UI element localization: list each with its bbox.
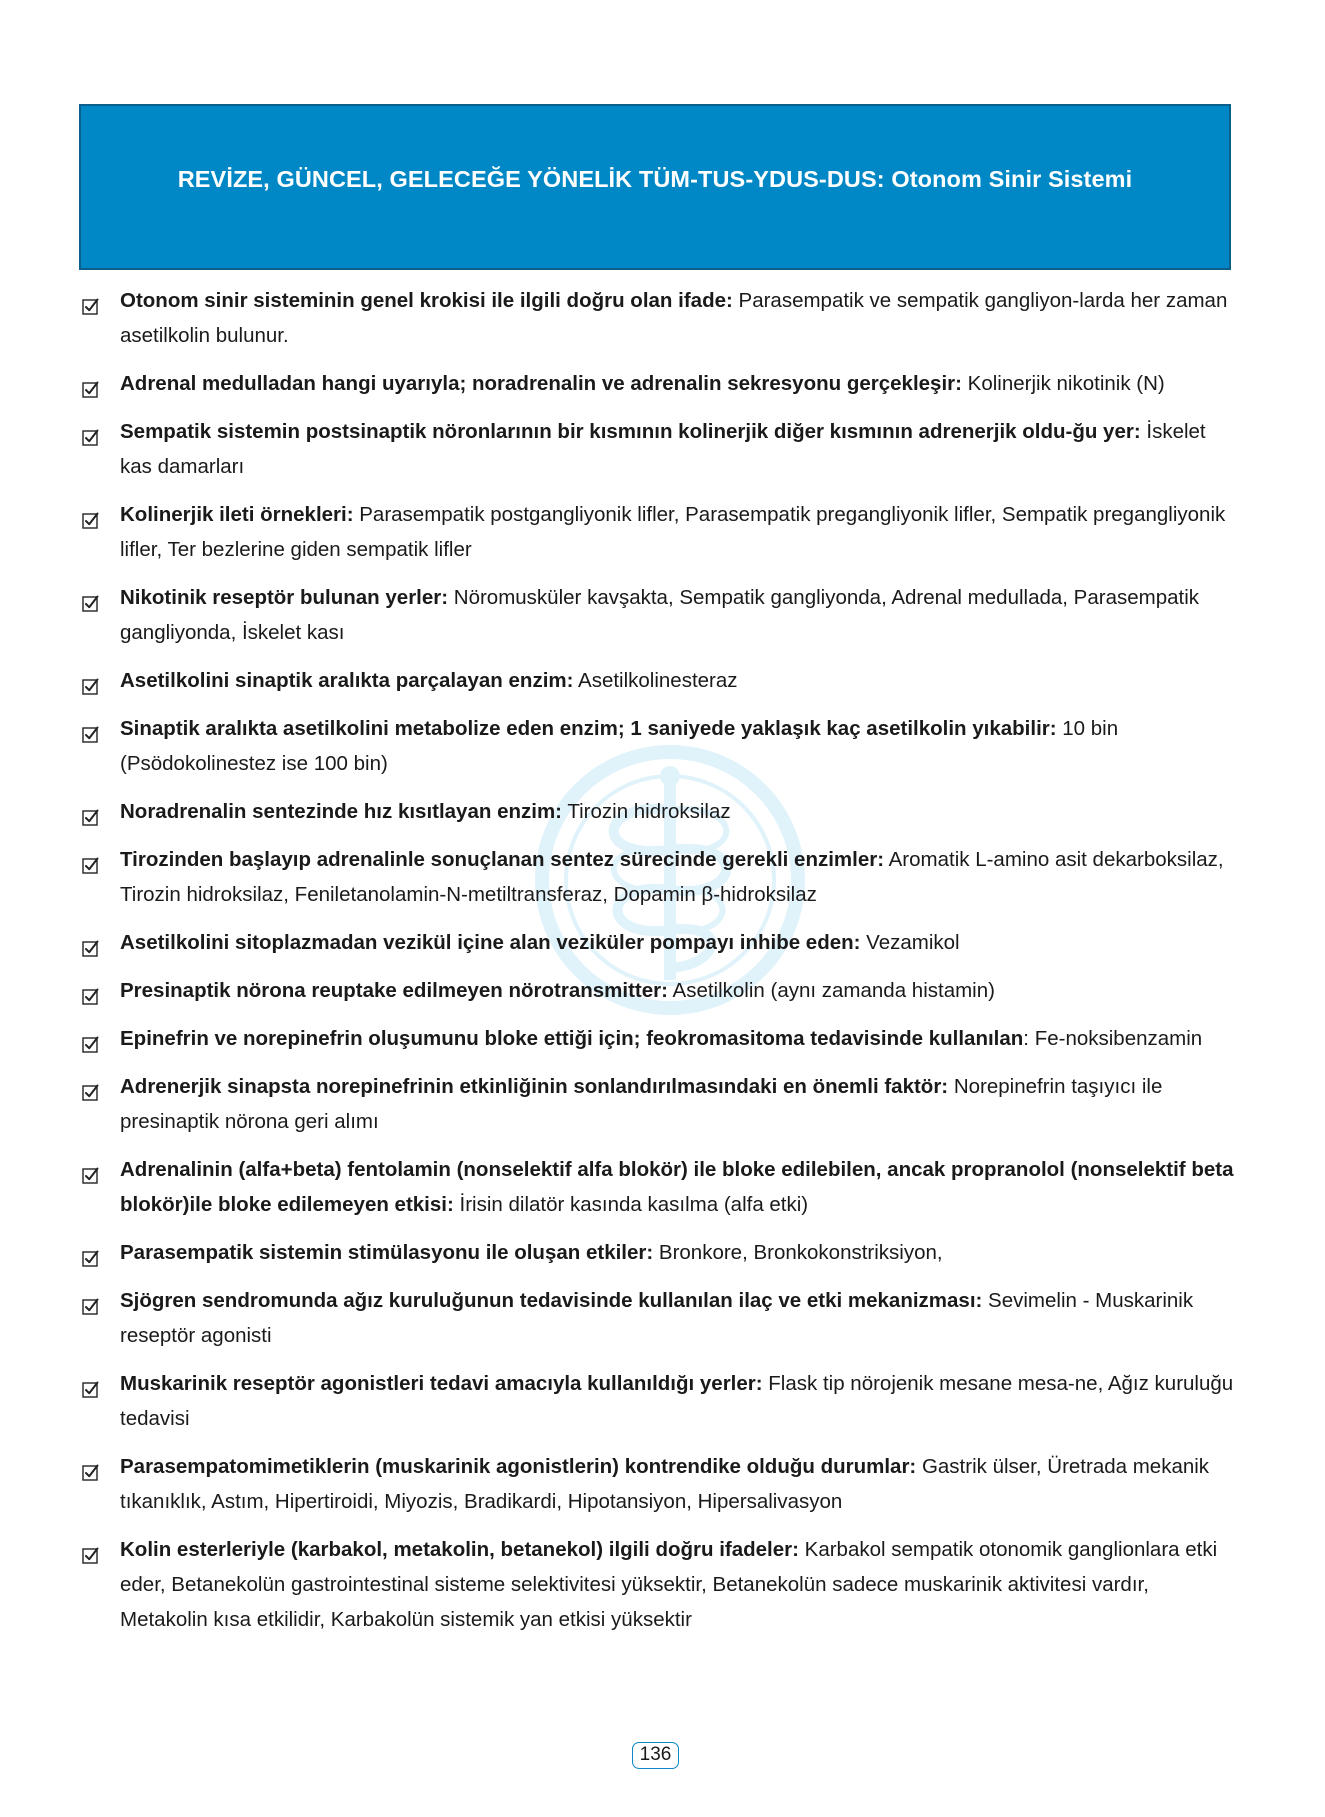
checked-box-icon <box>82 588 99 605</box>
item-answer: Gastrik ülser, Üretrada mekanik tıkanıklık, Astım, Hipertiroidi, Miyozis, Bradikardi, Hipotansiyon, Hipersalivasyon <box>120 1455 1210 1513</box>
checked-box-icon <box>82 1077 99 1094</box>
item-answer: Tirozin hidroksilaz <box>562 800 731 823</box>
item-question: Presinaptik nörona reuptake edilmeyen nörotransmitter: <box>120 979 668 1002</box>
page-number: 136 <box>632 1742 679 1769</box>
checked-box-icon <box>82 933 99 950</box>
list-item <box>82 366 1234 401</box>
item-question: Sjögren sendromunda ağız kuruluğunun tedavisinde kullanılan ilaç ve etki mekanizması: <box>120 1289 983 1312</box>
item-answer: Sevimelin - Muskarinik reseptör agonisti <box>120 1289 1194 1347</box>
checked-box-icon <box>82 802 99 819</box>
item-answer: Karbakol sempatik otonomik ganglionlara etki eder, Betanekolün gastrointestinal sisteme selektivitesi yüksektir, Betanekolün sadece muskarinik aktivitesi vardır, Metakolin kısa etkilidir, Karbakolün sistemik yan etkisi yüksektir <box>120 1538 1218 1631</box>
list-item <box>82 414 1234 484</box>
list-item <box>82 1366 1234 1436</box>
item-answer: 10 bin (Psödokolinestez ise 100 bin) <box>120 717 1119 775</box>
item-question: Adrenerjik sinapsta norepinefrinin etkinliğinin sonlandırılmasındaki en önemli faktör: <box>120 1075 949 1098</box>
checked-box-icon <box>82 1160 99 1177</box>
item-question: Noradrenalin sentezinde hız kısıtlayan enzim: <box>120 800 563 823</box>
item-answer: Parasempatik ve sempatik gangliyon-larda her zaman asetilkolin bulunur. <box>120 289 1228 347</box>
list-item <box>82 973 1234 1008</box>
item-answer: : Fe-noksibenzamin <box>1023 1027 1203 1050</box>
list-item <box>82 1152 1234 1222</box>
item-question: Adrenal medulladan hangi uyarıyla; noradrenalin ve adrenalin sekresyonu gerçekleşir: <box>120 372 962 395</box>
list-item <box>82 663 1234 698</box>
list-item <box>82 283 1234 353</box>
checked-box-icon <box>82 1540 99 1557</box>
item-question: Asetilkolini sinaptik aralıkta parçalayan enzim: <box>120 669 574 692</box>
checked-box-icon <box>82 291 99 308</box>
checked-box-icon <box>82 1457 99 1474</box>
list-item <box>82 1283 1234 1353</box>
item-answer: Asetilkolinesteraz <box>573 669 738 692</box>
checked-box-icon <box>82 719 99 736</box>
item-answer: Aromatik L-amino asit dekarboksilaz, Tirozin hidroksilaz, Feniletanolamin-N-metiltransferaz, Dopamin β-hidroksilaz <box>120 848 1224 906</box>
item-answer: Kolinerjik nikotinik (N) <box>961 372 1165 395</box>
list-item <box>82 1532 1234 1637</box>
item-answer: İrisin dilatör kasında kasılma (alfa etki) <box>453 1193 809 1216</box>
checked-box-icon <box>82 850 99 867</box>
item-answer: İskelet kas damarları <box>120 420 1206 478</box>
list-item <box>82 711 1234 781</box>
item-question: Adrenalinin (alfa+beta) fentolamin (nonselektif alfa blokör) ile bloke edilebilen, ancak propranolol (nonselektif beta blokör)ile bloke edilemeyen etkisi: <box>120 1158 1234 1216</box>
item-question: Sinaptik aralıkta asetilkolini metabolize eden enzim; 1 saniyede yaklaşık kaç asetilkolin yıkabilir: <box>120 717 1057 740</box>
checked-box-icon <box>82 422 99 439</box>
checked-box-icon <box>82 1291 99 1308</box>
list-item <box>82 1069 1234 1139</box>
checked-box-icon <box>82 374 99 391</box>
list-item <box>82 794 1234 829</box>
item-question: Nikotinik reseptör bulunan yerler: <box>120 586 449 609</box>
item-answer: Bronkore, Bronkokonstriksiyon, <box>653 1241 943 1264</box>
item-answer: Parasempatik postgangliyonik lifler, Parasempatik pregangliyonik lifler, Sempatik pregangliyonik lifler, Ter bezlerine giden sempatik lifler <box>120 503 1226 561</box>
item-answer: Asetilkolin (aynı zamanda histamin) <box>667 979 995 1002</box>
item-answer: Flask tip nörojenik mesane mesa-ne, Ağız kuruluğu tedavisi <box>120 1372 1234 1430</box>
checked-box-icon <box>82 505 99 522</box>
item-question: Parasempatik sistemin stimülasyonu ile oluşan etkiler: <box>120 1241 654 1264</box>
checklist <box>82 283 1234 1650</box>
item-question: Epinefrin ve norepinefrin oluşumunu bloke ettiği için; feokromasitoma tedavisinde kullanılan <box>120 1027 1024 1050</box>
chapter-header <box>79 104 1231 270</box>
checked-box-icon <box>82 1029 99 1046</box>
list-item <box>82 925 1234 960</box>
item-answer: Vezamikol <box>860 931 960 954</box>
item-question: Kolinerjik ileti örnekleri: <box>120 503 354 526</box>
list-item <box>82 1235 1234 1270</box>
list-item <box>82 1021 1234 1056</box>
checked-box-icon <box>82 671 99 688</box>
item-question: Tirozinden başlayıp adrenalinle sonuçlanan sentez sürecinde gerekli enzimler: <box>120 848 885 871</box>
list-item <box>82 497 1234 567</box>
item-question: Parasempatomimetiklerin (muskarinik agonistlerin) kontrendike olduğu durumlar: <box>120 1455 917 1478</box>
list-item <box>82 842 1234 912</box>
checked-box-icon <box>82 1243 99 1260</box>
item-answer: Norepinefrin taşıyıcı ile presinaptik nörona geri alımı <box>120 1075 1163 1133</box>
item-question: Asetilkolini sitoplazmadan vezikül içine alan veziküler pompayı inhibe eden: <box>120 931 861 954</box>
checked-box-icon <box>82 981 99 998</box>
list-item <box>82 580 1234 650</box>
list-item <box>82 1449 1234 1519</box>
checked-box-icon <box>82 1374 99 1391</box>
item-question: Otonom sinir sisteminin genel krokisi ile ilgili doğru olan ifade: <box>120 289 733 312</box>
item-question: Muskarinik reseptör agonistleri tedavi amacıyla kullanıldığı yerler: <box>120 1372 763 1395</box>
item-answer: Nöromusküler kavşakta, Sempatik gangliyonda, Adrenal medullada, Parasempatik gangliyonda, İskelet kası <box>120 586 1200 644</box>
item-question: Kolin esterleriyle (karbakol, metakolin, betanekol) ilgili doğru ifadeler: <box>120 1538 799 1561</box>
chapter-title: REVİZE, GÜNCEL, GELECEĞE YÖNELİK TÜM-TUS-YDUS-DUS: Otonom Sinir Sistemi <box>177 165 1133 192</box>
item-question: Sempatik sistemin postsinaptik nöronlarının bir kısmının kolinerjik diğer kısmının adrenerjik oldu-ğu yer: <box>120 420 1141 443</box>
